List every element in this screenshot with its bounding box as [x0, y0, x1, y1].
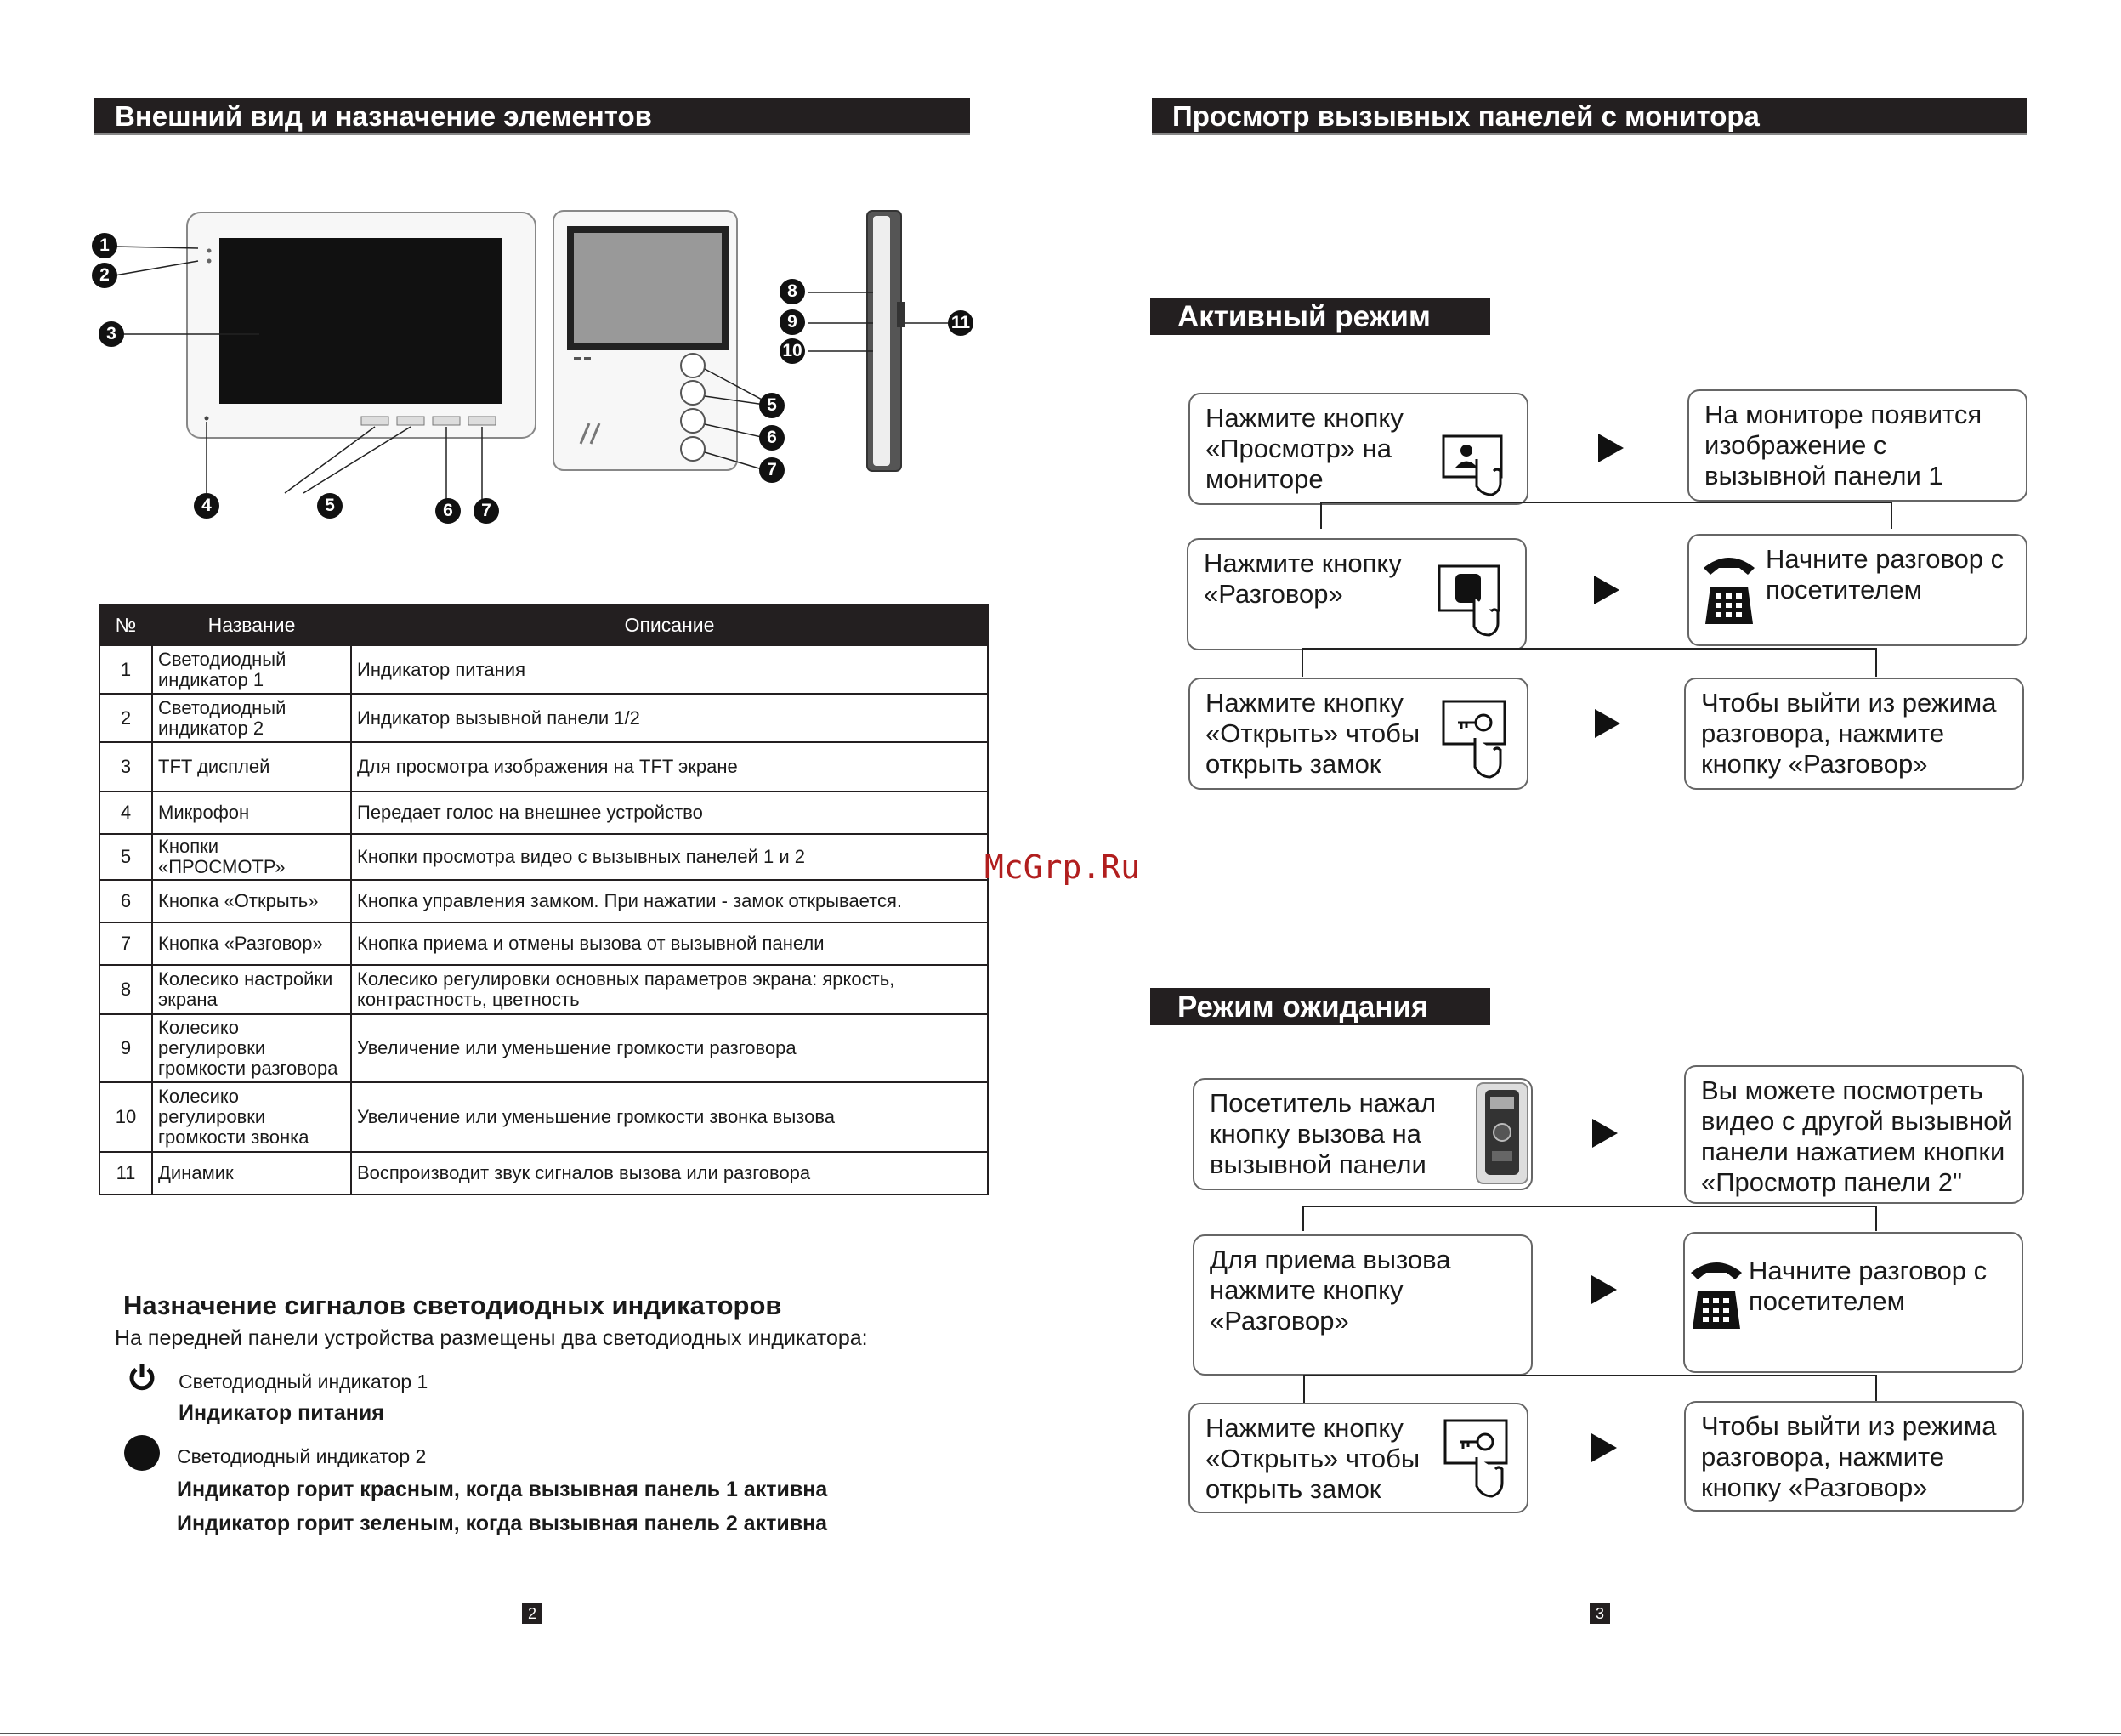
- watermark: McGrp.Ru: [984, 848, 1141, 886]
- table-cell: Индикатор питания: [351, 645, 988, 694]
- led2-dot-icon: [124, 1435, 160, 1471]
- flow-connector: [1302, 1206, 1877, 1231]
- table-cell: 8: [99, 965, 152, 1014]
- arrow-icon: [1595, 709, 1620, 738]
- table-row: [99, 694, 988, 742]
- key-button-press-icon: [1443, 1418, 1512, 1501]
- table-cell: 11: [99, 1152, 152, 1194]
- active-step-2-left: Нажмите кнопку «Разговор»: [1187, 538, 1527, 650]
- led-section-intro: На передней панели устройства размещены два светодиодных индикатора:: [115, 1326, 868, 1350]
- table-row: [99, 791, 988, 834]
- elements-table: [99, 604, 989, 1195]
- table-row: [99, 1014, 988, 1082]
- active-step-1-right: На мониторе появится изображение с вызывной панели 1: [1687, 389, 2027, 502]
- standby-step-3-left: Нажмите кнопку «Открыть» чтобы открыть замок: [1188, 1403, 1528, 1513]
- callout-9: 9: [780, 309, 805, 335]
- table-cell: Микрофон: [152, 791, 351, 834]
- table-row: [99, 1152, 988, 1194]
- active-step-1-left: Нажмите кнопку «Просмотр» на мониторе: [1188, 393, 1528, 505]
- standby-step-2-left: Для приема вызова нажмите кнопку «Разговор»: [1193, 1234, 1533, 1376]
- table-cell: 2: [99, 694, 152, 742]
- telephone-icon: [1700, 549, 1758, 627]
- table-cell: Кнопка приема и отмены вызова от вызывной панели: [351, 922, 988, 965]
- page-bottom-edge: [0, 1733, 2121, 1734]
- col-description: Описание: [351, 604, 988, 645]
- table-cell: Динамик: [152, 1152, 351, 1194]
- table-row: [99, 834, 988, 880]
- led-section-title: Назначение сигналов светодиодных индикаторов: [123, 1291, 782, 1320]
- key-button-press-icon: [1441, 699, 1511, 782]
- table-cell: 1: [99, 645, 152, 694]
- power-icon: [127, 1363, 157, 1393]
- standby-mode-title: Режим ожидания: [1150, 988, 1490, 1025]
- led1-description: Индикатор питания: [179, 1401, 384, 1425]
- table-row: [99, 965, 988, 1014]
- standby-step-3-right: Чтобы выйти из режима разговора, нажмите кнопку «Разговор»: [1684, 1401, 2024, 1512]
- left-page-header: Внешний вид и назначение элементов: [94, 98, 970, 135]
- standby-step-2-right: Начните разговор с посетителем: [1683, 1232, 2023, 1373]
- table-cell: Увеличение или уменьшение громкости звонка вызова: [351, 1082, 988, 1152]
- flow-connector: [1303, 1375, 1877, 1404]
- table-cell: Кнопка «Разговор»: [152, 922, 351, 965]
- led2-label: Светодиодный индикатор 2: [177, 1445, 427, 1467]
- table-row: [99, 922, 988, 965]
- table-cell: 4: [99, 791, 152, 834]
- table-cell: 5: [99, 834, 152, 880]
- page-number-left: 2: [522, 1603, 542, 1624]
- table-row: [99, 645, 988, 694]
- table-cell: Индикатор вызывной панели 1/2: [351, 694, 988, 742]
- active-step-3-left: Нажмите кнопку «Открыть» чтобы открыть замок: [1188, 678, 1528, 790]
- table-cell: Кнопки «ПРОСМОТР»: [152, 834, 351, 880]
- table-cell: Кнопка «Открыть»: [152, 880, 351, 922]
- table-cell: 6: [99, 880, 152, 922]
- table-cell: Воспроизводит звук сигналов вызова или разговора: [351, 1152, 988, 1194]
- active-mode-title: Активный режим: [1150, 298, 1490, 335]
- callout-7-right: 7: [759, 457, 785, 483]
- table-cell: Кнопки просмотра видео с вызывных панелей 1 и 2: [351, 834, 988, 880]
- call-panel-icon: [1473, 1081, 1531, 1185]
- standby-step-1-right: Вы можете посмотреть видео с другой вызывной панели нажатием кнопки «Просмотр панели 2": [1684, 1065, 2024, 1204]
- table-cell: 9: [99, 1014, 152, 1082]
- monitor-view-press-icon: [1441, 434, 1509, 497]
- callout-5-right: 5: [759, 393, 785, 418]
- active-step-3-right: Чтобы выйти из режима разговора, нажмите кнопку «Разговор»: [1684, 678, 2024, 790]
- flow-connector: [1320, 502, 1892, 529]
- table-header-row: [99, 604, 988, 645]
- col-number: №: [99, 604, 152, 645]
- right-page-header: Просмотр вызывных панелей с монитора: [1152, 98, 2027, 135]
- table-cell: Увеличение или уменьшение громкости разговора: [351, 1014, 988, 1082]
- table-cell: Колесико регулировки основных параметров экрана: яркость, контрастность, цветность: [351, 965, 988, 1014]
- callout-6-left: 6: [435, 498, 461, 524]
- table-row: [99, 742, 988, 791]
- callout-2: 2: [92, 263, 117, 288]
- led2-description-red: Индикатор горит красным, когда вызывная панель 1 активна: [177, 1478, 828, 1501]
- callout-10: 10: [780, 338, 805, 364]
- active-step-2-right: Начните разговор с посетителем: [1687, 534, 2027, 646]
- talk-button-press-icon: [1437, 564, 1506, 642]
- table-cell: Передает голос на внешнее устройство: [351, 791, 988, 834]
- arrow-icon: [1598, 434, 1624, 462]
- table-cell: 10: [99, 1082, 152, 1152]
- table-row: [99, 880, 988, 922]
- led1-label: Светодиодный индикатор 1: [179, 1370, 428, 1393]
- callout-7-left: 7: [474, 498, 499, 524]
- table-cell: Кнопка управления замком. При нажатии - замок открывается.: [351, 880, 988, 922]
- callout-11: 11: [948, 310, 973, 336]
- callout-8: 8: [780, 279, 805, 304]
- table-row: [99, 1082, 988, 1152]
- table-cell: 7: [99, 922, 152, 965]
- table-cell: 3: [99, 742, 152, 791]
- callout-6-right: 6: [759, 425, 785, 451]
- arrow-icon: [1592, 1119, 1618, 1148]
- flow-connector: [1302, 648, 1877, 677]
- monitor-diagram: [89, 204, 990, 536]
- arrow-icon: [1591, 1275, 1617, 1304]
- table-cell: Колесико настройки экрана: [152, 965, 351, 1014]
- led2-description-green: Индикатор горит зеленым, когда вызывная панель 2 активна: [177, 1512, 828, 1535]
- arrow-icon: [1591, 1433, 1617, 1462]
- col-name: Название: [152, 604, 351, 645]
- callout-1: 1: [92, 233, 117, 258]
- table-cell: Колесико регулировки громкости звонка: [152, 1082, 351, 1152]
- table-cell: Колесико регулировки громкости разговора: [152, 1014, 351, 1082]
- arrow-icon: [1594, 576, 1619, 604]
- table-cell: Для просмотра изображения на TFT экране: [351, 742, 988, 791]
- table-cell: Светодиодный индикатор 1: [152, 645, 351, 694]
- callout-4: 4: [194, 493, 219, 519]
- callout-3: 3: [99, 321, 124, 347]
- standby-step-1-left: Посетитель нажал кнопку вызова на вызывной панели: [1193, 1078, 1533, 1190]
- table-cell: Светодиодный индикатор 2: [152, 694, 351, 742]
- telephone-icon: [1687, 1254, 1745, 1332]
- page-number-right: 3: [1590, 1603, 1610, 1624]
- callout-5-left: 5: [317, 493, 343, 519]
- table-cell: TFT дисплей: [152, 742, 351, 791]
